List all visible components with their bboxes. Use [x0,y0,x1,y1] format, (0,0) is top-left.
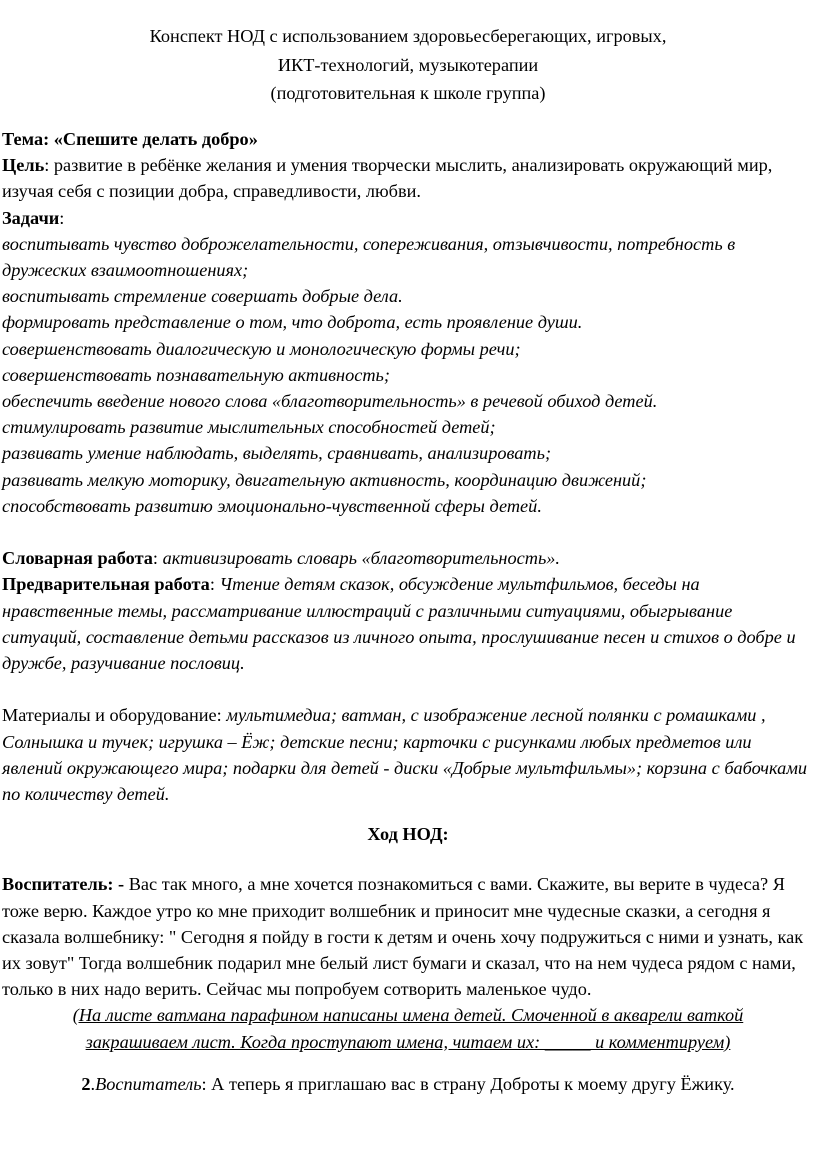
task-item: способствовать развитию эмоционально-чувственной сферы детей. [2,495,542,516]
spacer [2,676,814,702]
course-title: Ход НОД: [367,824,449,845]
prework-paragraph [2,571,814,676]
step-teacher-label: Воспитатель [95,1073,202,1094]
spacer [2,847,814,871]
materials-paragraph [2,702,814,807]
vocab-label: Словарная работа [2,548,153,569]
teacher-text: Вас так много, а мне хочется познакомиться с вами. Скажите, вы верите в чудеса? Я тоже верю. Каждое утро ко мне приходит волшебник и приносит мне чудесные сказки, а сегодня я сказала волшебнику: " Сегодня я пойду в гости к детям и очень хочу подружиться с ними и узнать, как их зовут" Тогда волшебник подарил мне белый лист бумаги и сказал, что на нем чудеса рядом с нами, только в них надо верить. Сейчас мы попробуем сотворить маленькое чудо. [2,874,804,1000]
teacher-paragraph [2,871,814,1002]
task-item: формировать представление о том, что доброта, есть проявление души. [2,312,583,333]
task-item: совершенствовать познавательную активность; [2,364,390,385]
task-item: развивать умение наблюдать, выделять, сравнивать, анализировать; [2,443,552,464]
vocab-colon: : [152,548,163,569]
header-line-3: (подготовительная к школе группа) [270,83,546,103]
step-number: 2 [81,1073,91,1094]
header-line-2: ИКТ-технологий, музыкотерапии [277,54,539,75]
materials-label: Материалы и оборудование: [2,705,227,726]
task-item: обеспечить введение нового слова «благотворительность» в речевой обиход детей. [2,391,658,412]
task-item: стимулировать развитие мыслительных способностей детей; [2,417,496,438]
prework-label: Предварительная работа [2,574,210,595]
spacer [2,807,814,821]
header-line-1: Конспект НОД с использованием здоровьесберегающих, игровых, [149,26,667,46]
task-item: развивать мелкую моторику, двигательную активность, координацию движений; [2,469,647,490]
prework-colon: : [209,574,220,595]
instruction-note: (На листе ватмана парафином написаны имена детей. Смоченной в акварели ваткой закрашиваем лист. Когда проступают имена, читаем их: _____ и комментируем) [72,1005,744,1052]
goal-label: Цель [2,155,45,176]
tasks-list [2,231,814,519]
step-text: : А теперь я приглашаю вас в страну Доброты к моему другу Ёжику. [201,1073,735,1094]
teacher-label: Воспитатель: - [2,874,129,895]
vocab-paragraph [2,545,814,571]
document-body [2,126,814,1097]
task-item: воспитывать чувство доброжелательности, сопереживания, отзывчивости, потребность в дружеских взаимоотношениях; [2,233,736,281]
document-header [0,22,816,108]
tasks-heading [2,205,814,231]
goal-text: : развитие в ребёнке желания и умения творчески мыслить, анализировать окружающий мир, изучая себя с позиции добра, справедливости, любви. [2,155,773,202]
vocab-text: активизировать словарь «благотворительность». [162,548,560,569]
task-item: совершенствовать диалогическую и монологическую формы речи; [2,338,521,359]
step-dot: . [90,1073,96,1094]
tasks-label: Задачи [2,207,60,228]
spacer [2,1055,814,1071]
goal-paragraph [2,152,814,204]
spacer [2,519,814,545]
task-item: воспитывать стремление совершать добрые дела. [2,286,403,307]
theme-line: Тема: «Спешите делать добро» [2,129,258,149]
materials-text: мультимедиа; ватман, с изображение лесной полянки с ромашками , Солнышка и тучек; игрушка – Ёж; детские песни; карточки с рисунками любых предметов или явлений окружающего мира; подарки для детей - диски «Добрые мультфильмы»; корзина с бабочками по количеству детей. [2,705,808,805]
prework-text: Чтение детям сказок, обсуждение мультфильмов, беседы на нравственные темы, рассматривание иллюстраций с различными ситуациями, обыгрывание ситуаций, составление детьми рассказов из личного опыта, прослушивание песен и стихов о добре и дружбе, разучивание пословиц. [2,574,796,674]
tasks-colon: : [59,207,65,228]
step-2-paragraph [2,1071,814,1097]
